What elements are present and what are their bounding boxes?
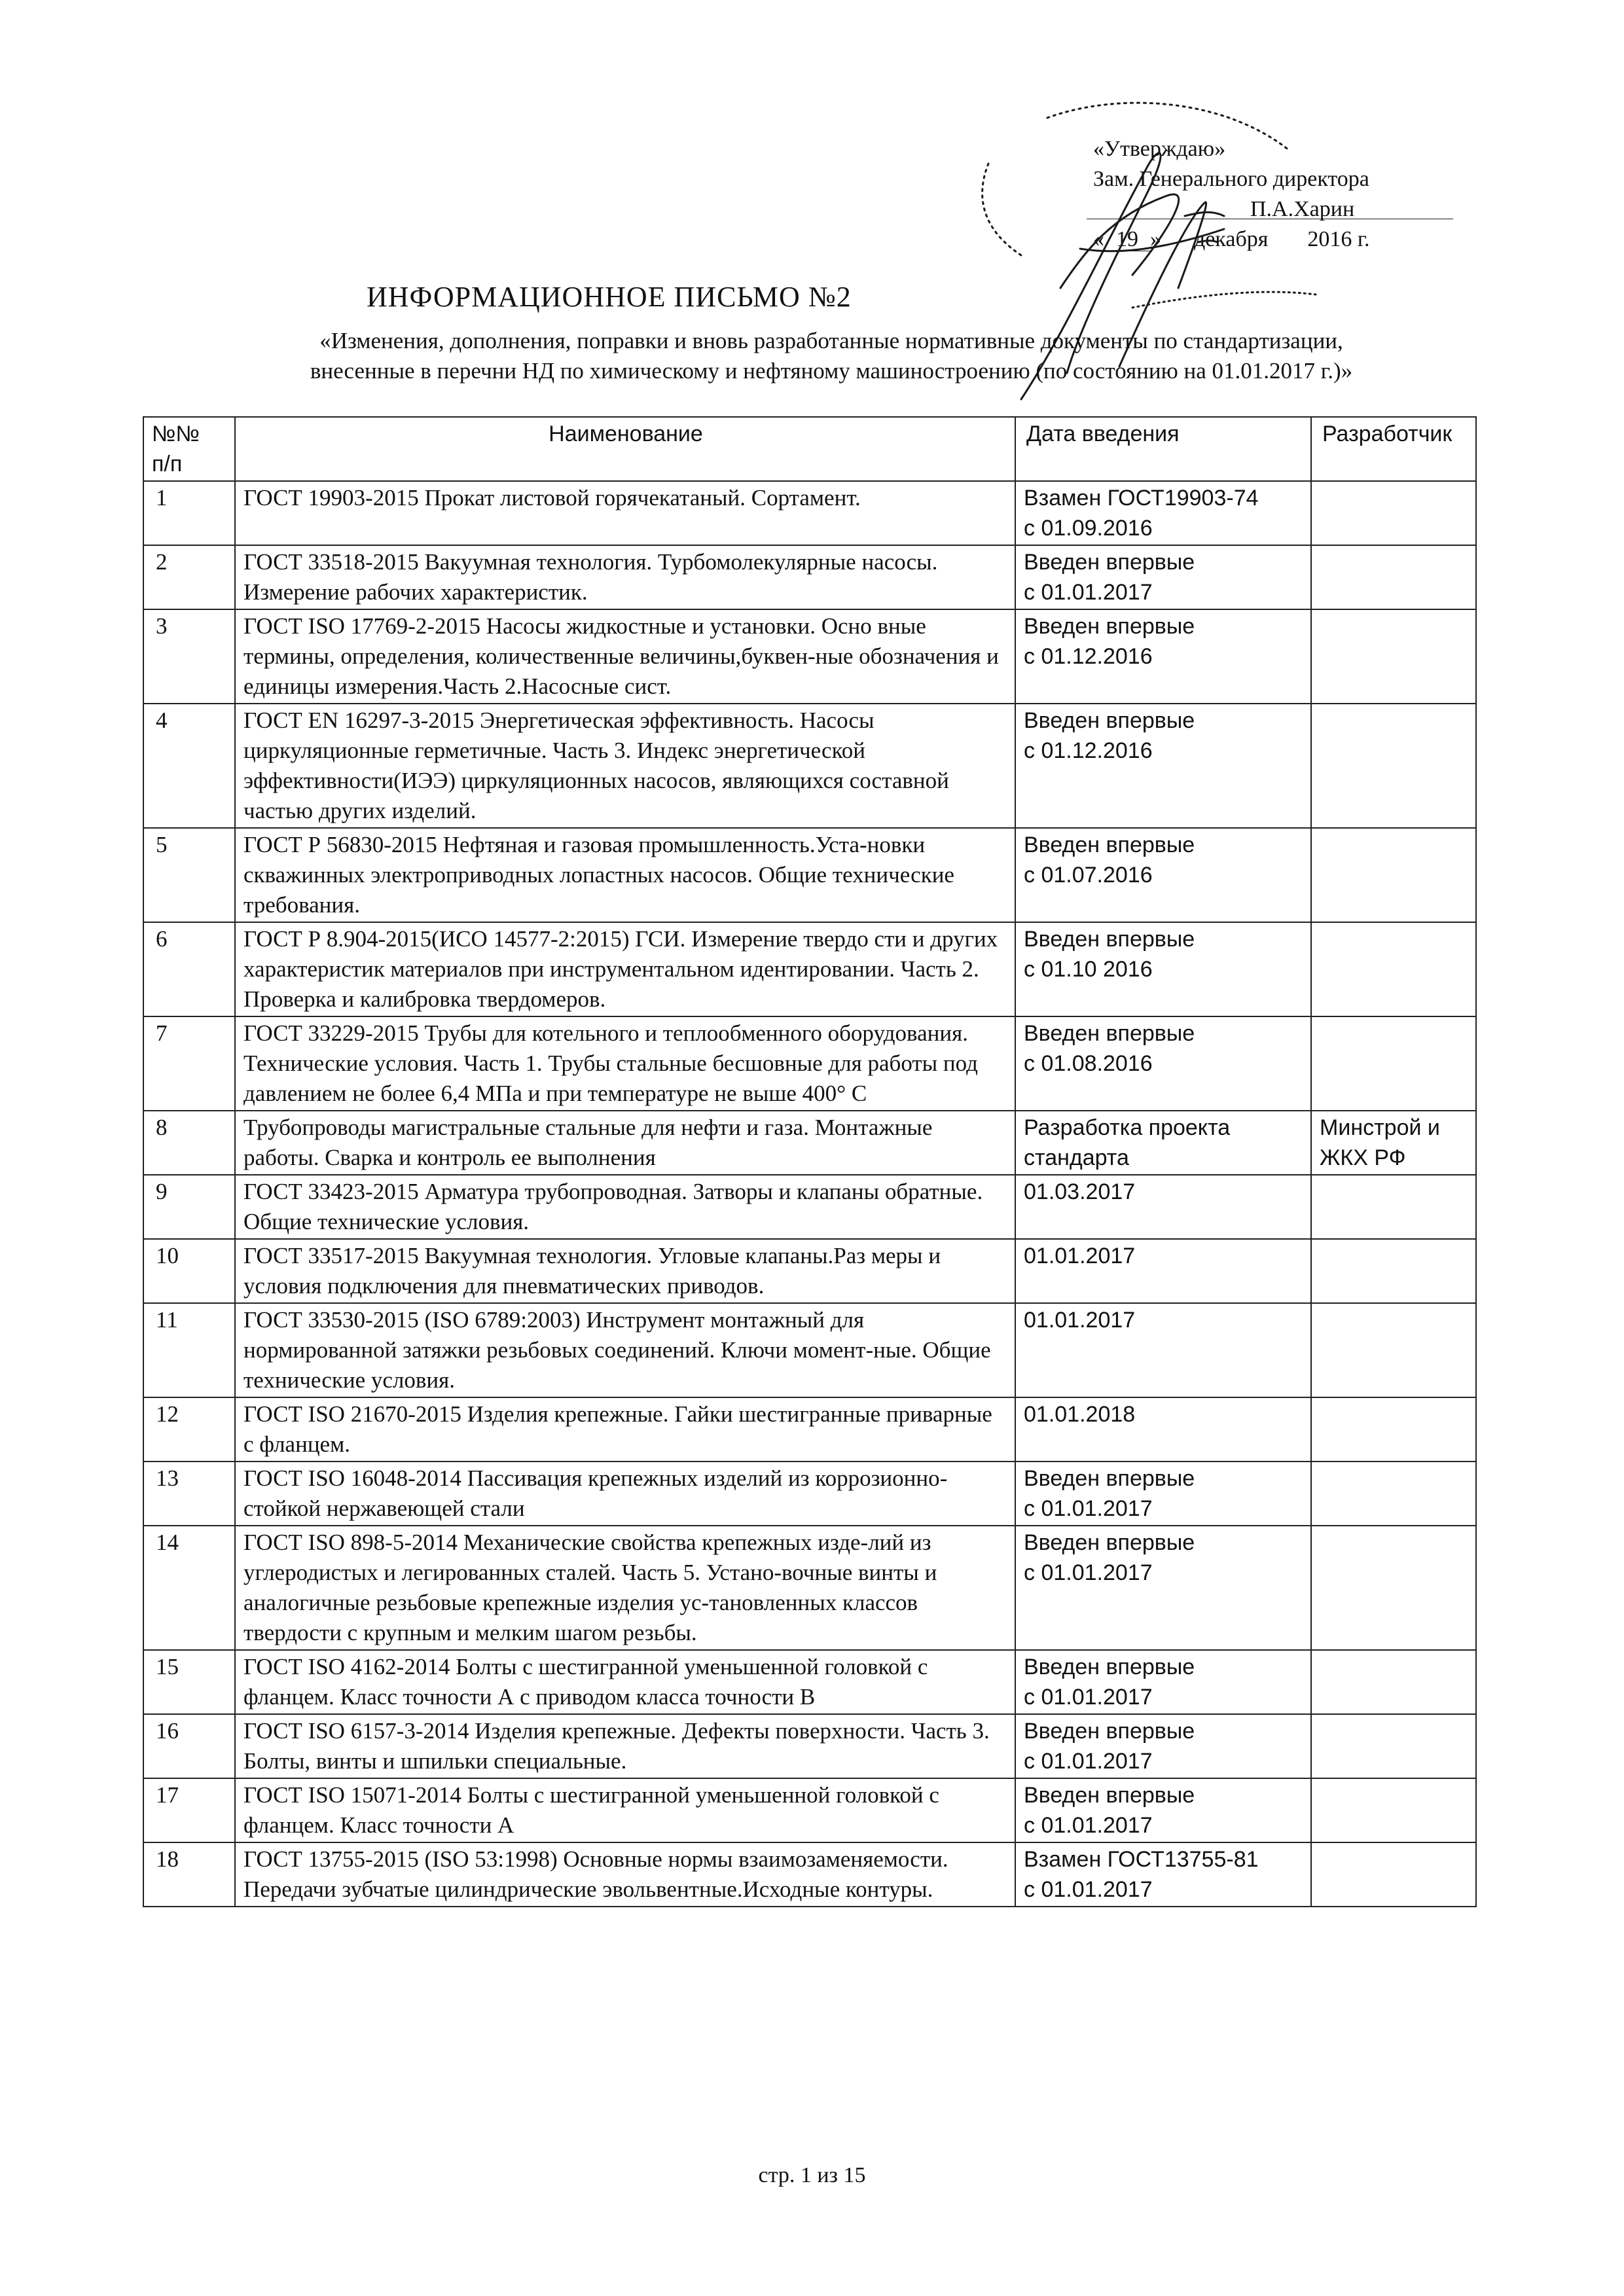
- table-row: [143, 828, 1476, 922]
- row-name: ГОСТ EN 16297-3-2015 Энергетическая эффективность. Насосы циркуляционные герметичные. Часть 3. Индекс энергетической эффективности(ИЭЭ) циркуляционных насосов, являющихся составной частью других изделий.: [235, 704, 1015, 828]
- approval-month: декабря: [1194, 227, 1269, 251]
- table-header-row: [143, 417, 1476, 481]
- row-developer: [1311, 1650, 1476, 1714]
- row-developer: Минстрой и ЖКХ РФ: [1311, 1111, 1476, 1175]
- table-row: [143, 704, 1476, 828]
- approval-date: « 19 » декабря 2016 г.: [1093, 227, 1370, 251]
- page-number: стр. 1 из 15: [758, 2163, 866, 2187]
- row-name: ГОСТ ISO 4162-2014 Болты с шестигранной уменьшенной головкой с фланцем. Класс точности А с приводом класса точности В: [235, 1650, 1015, 1714]
- table-row: [143, 1526, 1476, 1650]
- row-developer: [1311, 1239, 1476, 1303]
- row-name: ГОСТ ISO 15071-2014 Болты с шестигранной уменьшенной головкой с фланцем. Класс точности А: [235, 1778, 1015, 1842]
- row-developer: [1311, 1462, 1476, 1526]
- approval-heading: «Утверждаю»: [1093, 137, 1226, 161]
- row-number: 8: [143, 1111, 235, 1175]
- row-date: Взамен ГОСТ19903-74 с 01.09.2016: [1015, 481, 1311, 545]
- row-number: 5: [143, 828, 235, 922]
- row-developer: [1311, 545, 1476, 609]
- row-developer: [1311, 609, 1476, 704]
- page-subtitle: «Изменения, дополнения, поправки и вновь разработанные нормативные документы по стандартизации, внесенные в перечни НД по химическому и нефтяному машиностроению (по состоянию на 01.01.2017 г.)»: [310, 328, 1353, 384]
- row-name: ГОСТ 33229-2015 Трубы для котельного и теплообменного оборудования. Технические условия. Часть 1. Трубы стальные бесшовные для работы под давлением не более 6,4 МПа и при температуре не выше 400° С: [235, 1016, 1015, 1111]
- row-name: ГОСТ 33517-2015 Вакуумная технология. Угловые клапаны.Раз меры и условия подключения для пневматических приводов.: [235, 1239, 1015, 1303]
- row-name: ГОСТ 33530-2015 (ISO 6789:2003) Инструмент монтажный для нормированной затяжки резьбовых соединений. Ключи момент-ные. Общие технические условия.: [235, 1303, 1015, 1397]
- table-row: [143, 1462, 1476, 1526]
- approval-position: Зам. Генерального директора: [1093, 167, 1369, 191]
- documents-table: [143, 416, 1477, 1907]
- row-name: ГОСТ 33518-2015 Вакуумная технология. Турбомолекулярные насосы. Измерение рабочих характеристик.: [235, 545, 1015, 609]
- row-date: Введен впервые с 01.12.2016: [1015, 704, 1311, 828]
- table-row: [143, 1016, 1476, 1111]
- table-row: [143, 922, 1476, 1016]
- table-row: [143, 1175, 1476, 1239]
- row-date: 01.01.2017: [1015, 1303, 1311, 1397]
- row-number: 6: [143, 922, 235, 1016]
- row-number: 10: [143, 1239, 235, 1303]
- row-developer: [1311, 1175, 1476, 1239]
- row-developer: [1311, 1303, 1476, 1397]
- row-name: Трубопроводы магистральные стальные для нефти и газа. Монтажные работы. Сварка и контроль ее выполнения: [235, 1111, 1015, 1175]
- row-name: ГОСТ ISO 21670-2015 Изделия крепежные. Гайки шестигранные приварные с фланцем.: [235, 1397, 1015, 1462]
- row-name: ГОСТ ISO 16048-2014 Пассивация крепежных изделий из коррозионно-стойкой нержавеющей стали: [235, 1462, 1015, 1526]
- row-date: Введен впервые с 01.01.2017: [1015, 1650, 1311, 1714]
- table-row: [143, 1397, 1476, 1462]
- table-row: [143, 1714, 1476, 1778]
- row-number: 18: [143, 1842, 235, 1907]
- row-number: 2: [143, 545, 235, 609]
- row-name: ГОСТ Р 8.904-2015(ИСО 14577-2:2015) ГСИ. Измерение твердо сти и других характеристик материалов при инструментальном идентировании. Часть 2. Проверка и калибровка твердомеров.: [235, 922, 1015, 1016]
- row-name: ГОСТ Р 56830-2015 Нефтяная и газовая промышленность.Уста-новки скважинных электроприводных лопастных насосов. Общие технические требования.: [235, 828, 1015, 922]
- row-name: ГОСТ 33423-2015 Арматура трубопроводная. Затворы и клапаны обратные. Общие технические условия.: [235, 1175, 1015, 1239]
- row-developer: [1311, 481, 1476, 545]
- table-row: [143, 1650, 1476, 1714]
- row-developer: [1311, 922, 1476, 1016]
- approval-year: 2016 г.: [1307, 227, 1370, 251]
- row-number: 4: [143, 704, 235, 828]
- row-number: 12: [143, 1397, 235, 1462]
- table-row: [143, 1778, 1476, 1842]
- row-date: Введен впервые с 01.08.2016: [1015, 1016, 1311, 1111]
- approval-day: 19: [1104, 228, 1150, 251]
- row-name: ГОСТ 19903-2015 Прокат листовой горячекатаный. Сортамент.: [235, 481, 1015, 545]
- row-developer: [1311, 828, 1476, 922]
- row-date: 01.01.2017: [1015, 1239, 1311, 1303]
- row-name: ГОСТ 13755-2015 (ISO 53:1998) Основные нормы взаимозаменяемости. Передачи зубчатые цилиндрические эвольвентные.Исходные контуры.: [235, 1842, 1015, 1907]
- row-date: Введен впервые с 01.12.2016: [1015, 609, 1311, 704]
- row-number: 9: [143, 1175, 235, 1239]
- row-date: Введен впервые с 01.01.2017: [1015, 1714, 1311, 1778]
- row-number: 7: [143, 1016, 235, 1111]
- row-number: 3: [143, 609, 235, 704]
- header-number: №№ п/п: [143, 417, 235, 481]
- table-row: [143, 1111, 1476, 1175]
- row-number: 17: [143, 1778, 235, 1842]
- row-date: Введен впервые с 01.01.2017: [1015, 545, 1311, 609]
- table-row: [143, 609, 1476, 704]
- table-row: [143, 545, 1476, 609]
- header-date: Дата введения: [1015, 417, 1311, 481]
- table-row: [143, 1842, 1476, 1907]
- row-developer: [1311, 1016, 1476, 1111]
- row-date: Введен впервые с 01.01.2017: [1015, 1462, 1311, 1526]
- header-developer: Разработчик: [1311, 417, 1476, 481]
- row-developer: [1311, 1714, 1476, 1778]
- table-row: [143, 1239, 1476, 1303]
- row-date: Разработка проекта стандарта: [1015, 1111, 1311, 1175]
- header-name: Наименование: [235, 417, 1015, 481]
- row-developer: [1311, 1397, 1476, 1462]
- row-developer: [1311, 1778, 1476, 1842]
- row-date: 01.03.2017: [1015, 1175, 1311, 1239]
- row-developer: [1311, 1526, 1476, 1650]
- row-number: 15: [143, 1650, 235, 1714]
- row-developer: [1311, 1842, 1476, 1907]
- page-title: ИНФОРМАЦИОННОЕ ПИСЬМО №2: [367, 281, 852, 313]
- row-number: 1: [143, 481, 235, 545]
- row-date: Введен впервые с 01.07.2016: [1015, 828, 1311, 922]
- row-date: Введен впервые с 01.01.2017: [1015, 1778, 1311, 1842]
- row-date: 01.01.2018: [1015, 1397, 1311, 1462]
- row-name: ГОСТ ISO 6157-3-2014 Изделия крепежные. Дефекты поверхности. Часть 3. Болты, винты и шпильки специальные.: [235, 1714, 1015, 1778]
- row-number: 14: [143, 1526, 235, 1650]
- row-name: ГОСТ ISO 898-5-2014 Механические свойства крепежных изде-лий из углеродистых и легированных сталей. Часть 5. Устано-вочные винты и аналогичные резьбовые крепежные изделия ус-тановленных классов твердости с крупным и мелким шагом резьбы.: [235, 1526, 1015, 1650]
- approval-signer: П.А.Харин: [1087, 194, 1453, 224]
- row-date: Введен впервые с 01.10 2016: [1015, 922, 1311, 1016]
- row-date: Взамен ГОСТ13755-81 с 01.01.2017: [1015, 1842, 1311, 1907]
- row-date: Введен впервые с 01.01.2017: [1015, 1526, 1311, 1650]
- table-row: [143, 481, 1476, 545]
- row-developer: [1311, 704, 1476, 828]
- row-name: ГОСТ ISO 17769-2-2015 Насосы жидкостные и установки. Осно вные термины, определения, количественные величины,буквен-ные обозначения и единицы измерения.Часть 2.Насосные сист.: [235, 609, 1015, 704]
- row-number: 13: [143, 1462, 235, 1526]
- row-number: 16: [143, 1714, 235, 1778]
- table-row: [143, 1303, 1476, 1397]
- row-number: 11: [143, 1303, 235, 1397]
